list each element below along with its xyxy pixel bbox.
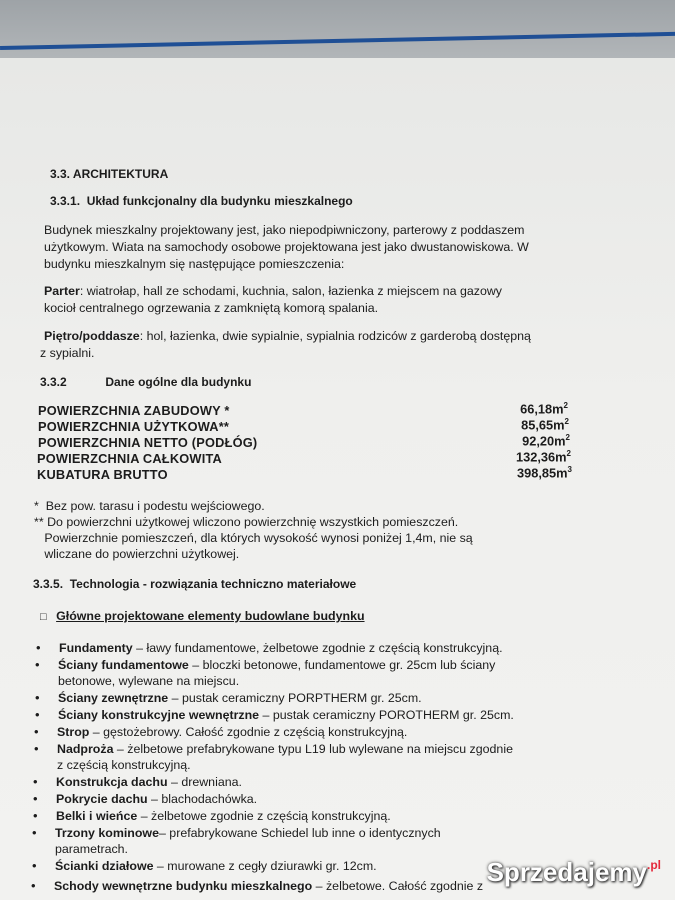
stat-exponent: 3 [567,465,572,474]
list-item [55,858,377,874]
list-item [55,825,441,841]
item-term: Ściany zewnętrzne [58,691,169,705]
stat-exponent: 2 [563,401,568,410]
bullet-icon: • [32,825,37,840]
item-term: Schody wewnętrzne budynku mieszkalnego [54,879,313,893]
list-heading-text: Główne projektowane elementy budowlane budynku [56,609,365,623]
parter-line: kocioł centralnego ogrzewania z zamkniętą komorą spalania. [44,301,379,315]
list-item-continuation: betonowe, wylewane na miejscu. [58,674,240,688]
list-item-continuation: parametrach. [55,842,129,856]
pietro-paragraph [44,328,531,344]
list-item [56,774,242,790]
item-text: – bloczki betonowe, fundamentowe gr. 25cm lub ściany [188,658,496,672]
watermark-text: Sprzedajemy [486,857,647,887]
background-surface [0,0,675,60]
bullet-icon: • [35,690,40,705]
item-text: – pustak ceramiczny POROTHERM gr. 25cm. [259,708,514,722]
item-text: – żelbetowe. Całość zgodnie z [312,879,484,893]
footnote: * Bez pow. tarasu i podestu wejściowego. [34,499,265,513]
stat-number: 132,36m [516,449,567,465]
list-item [59,640,503,656]
item-term: Strop [57,725,90,739]
bullet-icon: • [32,858,37,873]
item-text: – prefabrykowane Schiedel lub inne o identycznych [158,826,441,840]
sprzedajemy-watermark [487,857,661,888]
stat-exponent: 2 [566,449,571,458]
parter-label: Parter [44,284,80,298]
stat-number: 398,85m [517,465,568,481]
subsection-3-number: 3.3.5. [33,577,64,591]
stat-exponent: 2 [564,417,569,426]
intro-line: Budynek mieszkalny projektowany jest, jako niepodpiwniczony, parterowy z poddaszem [44,223,525,237]
list-item [58,707,514,723]
document-page [0,58,675,900]
stat-exponent: 2 [565,433,570,442]
stat-value [450,433,570,448]
footnote: ** Do powierzchni użytkowej wliczono powierzchnię wszystkich pomieszczeń. [34,515,459,529]
item-term: Pokrycie dachu [56,792,148,806]
bullet-icon: • [33,808,38,823]
item-text: – ławy fundamentowe, żelbetowe zgodnie z częścią konstrukcyjną. [132,641,503,655]
list-item [57,741,513,757]
intro-line: użytkowym. Wiata na samochody osobowe projektowana jest jako dwustanowiskowa. W [44,240,529,254]
intro-line: budynku mieszkalnym się następujące pomieszczenia: [44,257,345,271]
pietro-label: Piętro/poddasze [44,329,140,343]
bullet-icon: • [35,657,40,672]
list-item [56,791,257,807]
item-term: Ściany konstrukcyjne wewnętrzne [58,708,260,722]
item-text: – gęstożebrowy. Całość zgodnie z częścią konstrukcyjną. [89,725,408,739]
section-title: ARCHITEKTURA [72,167,169,181]
subsection-heading-2 [40,374,251,390]
bullet-icon: • [34,724,39,739]
pietro-line: z sypialni. [40,346,95,360]
footnote: Powierzchnie pomieszczeń, dla których wysokość wynosi poniżej 1,4m, nie są [34,531,473,545]
stat-value [448,401,568,416]
list-item [54,878,483,894]
stat-value [449,417,569,432]
bullet-icon: • [33,791,38,806]
item-text: – blachodachówka. [147,792,258,806]
parter-text: : wiatrołap, hall ze schodami, kuchnia, salon, łazienka z miejscem na gazowy [79,284,502,298]
stat-label: POWIERZCHNIA NETTO (PODŁÓG) [38,435,258,450]
section-number: 3.3. [50,167,71,181]
subsection-heading-1 [50,193,353,209]
stat-value [452,465,572,480]
list-item [56,808,391,824]
subsection-heading-3 [33,576,356,592]
watermark-suffix: .pl [647,858,661,872]
footnote: wliczane do powierzchni użytkowej. [34,547,240,561]
stat-label: KUBATURA BRUTTO [37,467,168,482]
item-text: – pustak ceramiczny PORPTHERM gr. 25cm. [168,691,422,705]
list-item [57,724,407,740]
list-item [58,657,495,673]
stat-label: POWIERZCHNIA ZABUDOWY * [38,403,230,418]
item-term: Belki i wieńce [56,809,138,823]
item-term: Trzony kominowe [55,826,159,840]
subsection-2-number: 3.3.2 [40,375,67,389]
item-text: – drewniana. [167,775,242,789]
item-text: – żelbetowe prefabrykowane typu L19 lub wylewane na miejscu zgodnie [113,742,513,756]
stat-number: 66,18m [520,401,564,417]
list-heading [40,608,365,625]
list-item-continuation: z częścią konstrukcyjną. [57,758,191,772]
item-term: Ściany fundamentowe [58,658,189,672]
list-item [58,690,422,706]
subsection-1-number: 3.3.1. [50,194,81,208]
parter-paragraph [44,283,502,299]
bullet-icon: • [34,741,39,756]
item-text: – żelbetowe zgodnie z częścią konstrukcyjną. [137,809,391,823]
pietro-text: : hol, łazienka, dwie sypialnie, sypialnia rodziców z garderobą dostępną [139,329,531,343]
subsection-2-title: Dane ogólne dla budynku [105,375,252,389]
bullet-icon: • [33,774,38,789]
subsection-3-title: Technologia - rozwiązania techniczno materiałowe [69,577,357,591]
bullet-icon: • [35,707,40,722]
document-content [0,58,675,900]
bullet-icon: • [31,878,36,893]
item-term: Ścianki działowe [55,859,154,873]
subsection-1-title: Układ funkcjonalny dla budynku mieszkalnego [86,194,353,208]
stat-number: 85,65m [521,417,565,433]
checkbox-square-icon: □ [40,611,47,623]
item-term: Nadproża [57,742,114,756]
stat-number: 92,20m [522,433,566,449]
stat-label: POWIERZCHNIA UŻYTKOWA** [38,419,230,434]
item-term: Fundamenty [59,641,133,655]
stat-label: POWIERZCHNIA CAŁKOWITA [37,451,222,466]
item-text: – murowane z cegły dziurawki gr. 12cm. [153,859,377,873]
section-heading [50,166,168,182]
item-term: Konstrukcja dachu [56,775,168,789]
stat-value [451,449,571,464]
bullet-icon: • [36,640,41,655]
